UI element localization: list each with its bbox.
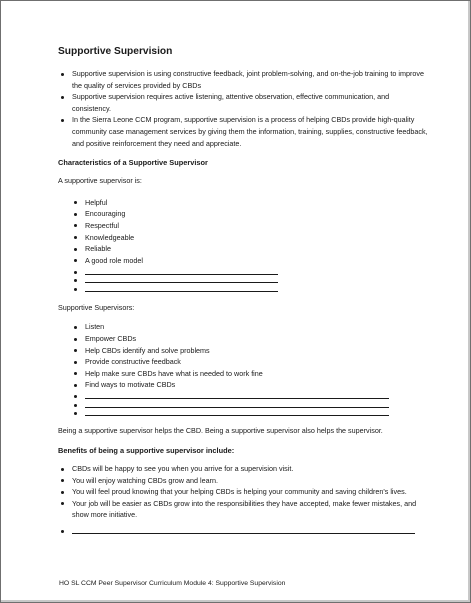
list-item: CBDs will be happy to see you when you arrive for a supervision visit. (58, 463, 428, 475)
list-item: Listen (58, 321, 428, 333)
list-item: Encouraging (58, 208, 428, 220)
page-title: Supportive Supervision (58, 46, 173, 57)
list-item: Help make sure CBDs have what is needed to work fine (58, 368, 428, 380)
list-item: You will feel proud knowing that your helping CBDs is helping your community and saving children's lives. (58, 486, 428, 498)
blank-line (85, 283, 278, 292)
characteristics-list (58, 197, 428, 292)
list-item: Find ways to motivate CBDs (58, 379, 428, 391)
intro-bullet: Supportive supervision is using constructive feedback, joint problem-solving, and on-the-job training to improve the quality of services provided by CBDs (58, 68, 428, 91)
supervisors-lead: Supportive Supervisors: (58, 302, 135, 312)
blank-line-item (58, 283, 428, 292)
list-item: You will enjoy watching CBDs grow and learn. (58, 475, 428, 487)
summary-text: Being a supportive supervisor helps the CBD. Being a supportive supervisor also helps the supervisor. (58, 426, 383, 436)
intro-list (58, 68, 428, 149)
blank-line (85, 266, 278, 275)
list-item: A good role model (58, 255, 428, 267)
blank-line (72, 525, 415, 534)
benefits-list (58, 463, 428, 533)
document-body (58, 45, 428, 534)
list-item: Helpful (58, 197, 428, 209)
intro-bullet: Supportive supervision requires active listening, attentive observation, effective communication, and consistency. (58, 91, 428, 114)
benefits-heading: Benefits of being a supportive supervisor include: (58, 446, 235, 456)
blank-line (85, 275, 278, 284)
list-item: Knowledgeable (58, 232, 428, 244)
blank-line-item (58, 525, 428, 534)
blank-line-item (58, 408, 428, 417)
list-item: Your job will be easier as CBDs grow into the responsibilities they have accepted, make fewer mistakes, and show more initiative. (58, 498, 428, 521)
supervisors-list (58, 321, 428, 416)
characteristics-heading: Characteristics of a Supportive Supervisor (58, 158, 208, 168)
blank-line-item (58, 399, 428, 408)
blank-line-item (58, 391, 428, 400)
blank-line (85, 391, 389, 400)
page-footer: HO SL CCM Peer Supervisor Curriculum Module 4: Supportive Supervision (59, 580, 286, 587)
list-item: Reliable (58, 243, 428, 255)
list-item: Respectful (58, 220, 428, 232)
intro-bullet: In the Sierra Leone CCM program, supportive supervision is a process of helping CBDs provide high-quality community case management services by giving them the information, training, supplies, constructive feedback, and positive reinforcement they need and appreciate. (58, 114, 428, 149)
characteristics-lead: A supportive supervisor is: (58, 176, 142, 186)
blank-line (85, 408, 389, 417)
blank-line-item (58, 266, 428, 275)
blank-line-item (58, 275, 428, 284)
list-item: Provide constructive feedback (58, 356, 428, 368)
blank-line (85, 399, 389, 408)
list-item: Empower CBDs (58, 333, 428, 345)
list-item: Help CBDs identify and solve problems (58, 345, 428, 357)
